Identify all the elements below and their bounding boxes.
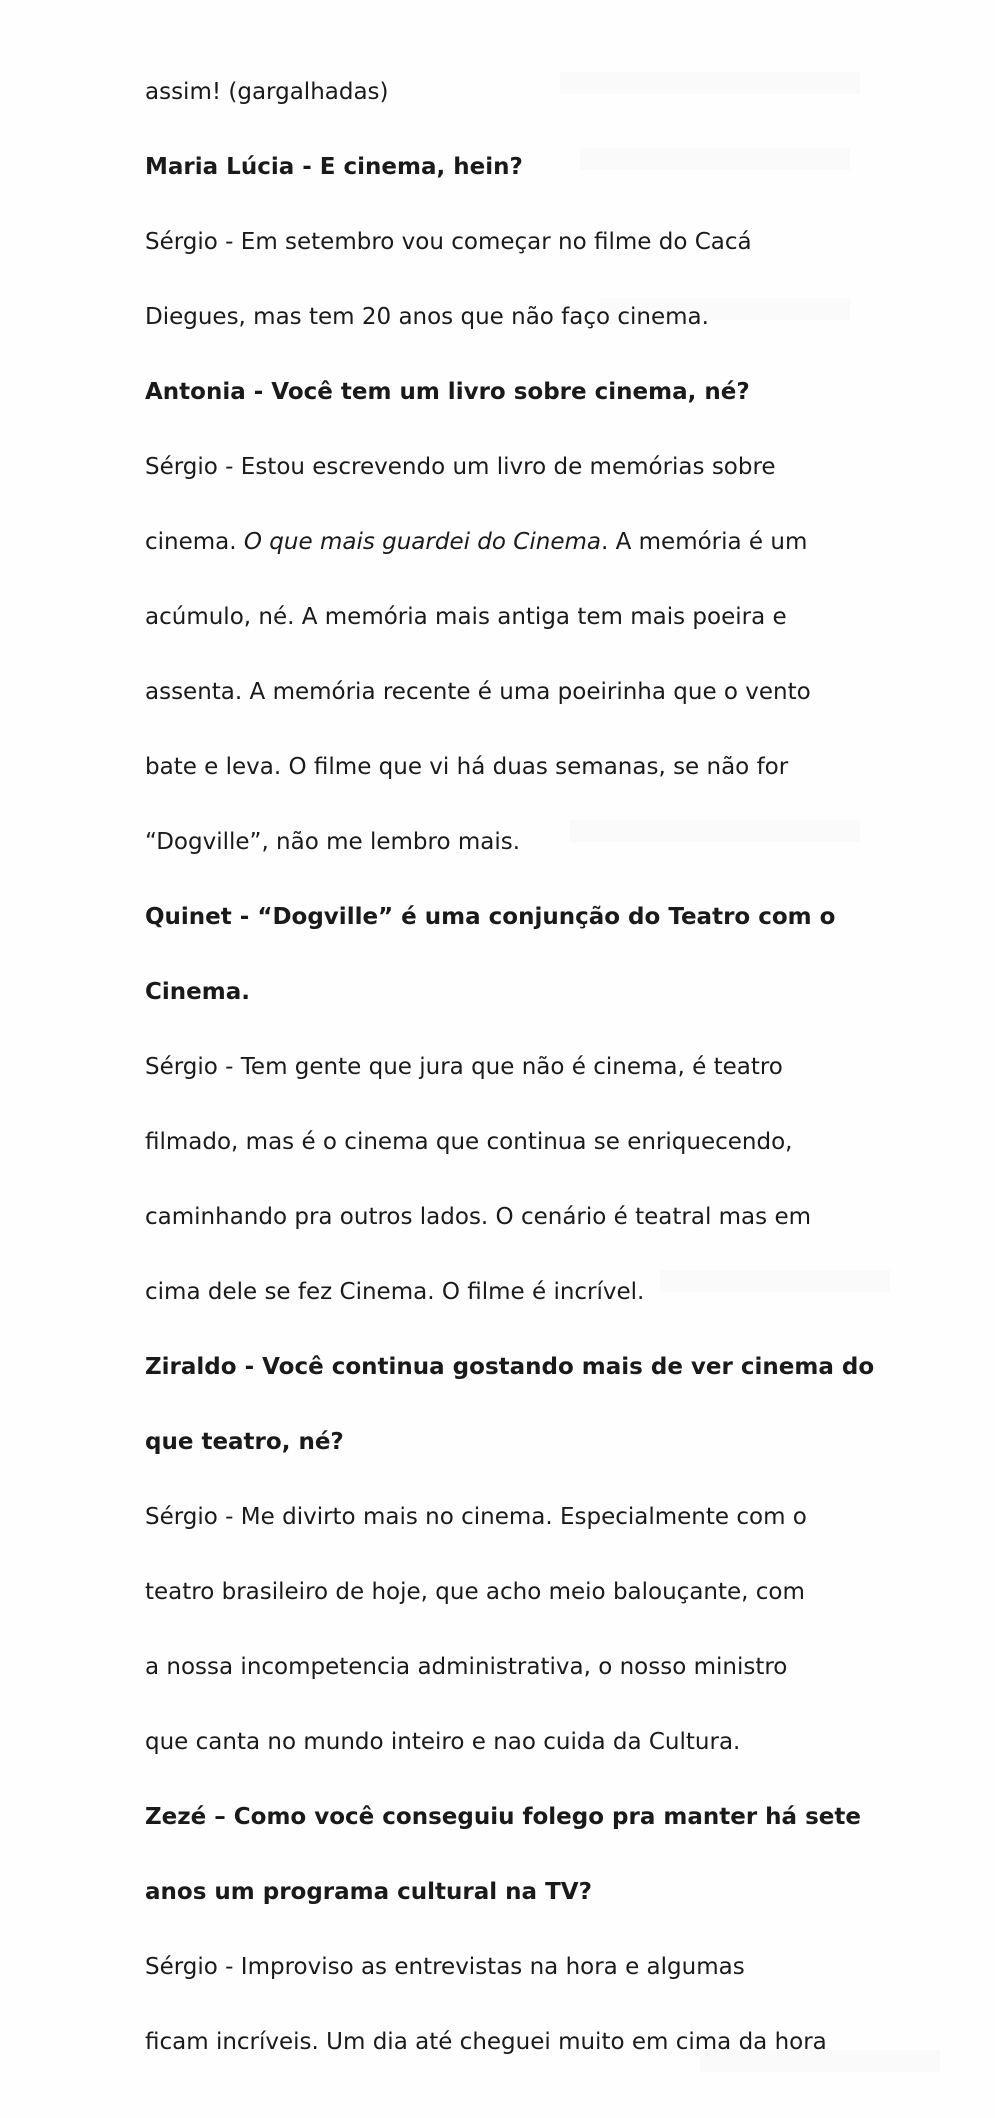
text-segment: Sérgio - Me divirto mais no cinema. Especialmente com o xyxy=(145,1504,807,1530)
text-segment: cima dele se fez Cinema. O filme é incrível. xyxy=(145,1279,645,1305)
text-segment: Ziraldo - Você continua gostando mais de ver cinema do xyxy=(145,1354,875,1380)
text-segment: . A memória é um xyxy=(600,529,808,555)
text-line xyxy=(145,1497,945,1572)
text-segment: Sérgio - Em setembro vou começar no filme do Cacá xyxy=(145,229,752,255)
text-segment: acúmulo, né. A memória mais antiga tem mais poeira e xyxy=(145,604,787,630)
text-line xyxy=(145,597,945,672)
text-segment: caminhando pra outros lados. O cenário é teatral mas em xyxy=(145,1204,812,1230)
question-line xyxy=(145,372,945,447)
text-line xyxy=(145,297,945,372)
text-segment: teatro brasileiro de hoje, que acho meio balouçante, com xyxy=(145,1579,805,1605)
document-body xyxy=(145,72,945,2097)
text-segment: Maria Lúcia - E cinema, hein? xyxy=(145,154,523,180)
text-line xyxy=(145,1947,945,2022)
text-line xyxy=(145,522,945,597)
text-line xyxy=(145,1272,945,1347)
text-line xyxy=(145,2022,945,2097)
text-segment: O que mais guardei do Cinema xyxy=(243,529,601,555)
text-segment: cinema. xyxy=(145,529,244,555)
text-line xyxy=(145,1722,945,1797)
text-segment: Diegues, mas tem 20 anos que não faço cinema. xyxy=(145,304,709,330)
question-line xyxy=(145,897,945,972)
question-line xyxy=(145,1422,945,1497)
text-segment: Antonia - Você tem um livro sobre cinema, né? xyxy=(145,379,750,405)
text-line xyxy=(145,1122,945,1197)
text-line xyxy=(145,447,945,522)
text-segment: Quinet - “Dogville” é uma conjunção do Teatro com o xyxy=(145,904,836,930)
text-segment: Sérgio - Improviso as entrevistas na hora e algumas xyxy=(145,1954,745,1980)
text-line xyxy=(145,1047,945,1122)
text-segment: assenta. A memória recente é uma poeirinha que o vento xyxy=(145,679,811,705)
question-line xyxy=(145,1872,945,1947)
text-segment: a nossa incompetencia administrativa, o nosso ministro xyxy=(145,1654,788,1680)
text-segment: que teatro, né? xyxy=(145,1429,344,1455)
question-line xyxy=(145,972,945,1047)
text-segment: “Dogville”, não me lembro mais. xyxy=(145,829,521,855)
text-segment: Cinema. xyxy=(145,979,250,1005)
text-line xyxy=(145,72,945,147)
text-segment: que canta no mundo inteiro e nao cuida da Cultura. xyxy=(145,1729,741,1755)
text-line xyxy=(145,672,945,747)
question-line xyxy=(145,147,945,222)
text-segment: assim! (gargalhadas) xyxy=(145,79,389,105)
text-line xyxy=(145,747,945,822)
text-segment: Sérgio - Estou escrevendo um livro de memórias sobre xyxy=(145,454,776,480)
text-segment: ficam incríveis. Um dia até cheguei muito em cima da hora xyxy=(145,2029,827,2055)
text-segment: bate e leva. O filme que vi há duas semanas, se não for xyxy=(145,754,789,780)
text-segment: Sérgio - Tem gente que jura que não é cinema, é teatro xyxy=(145,1054,783,1080)
text-line xyxy=(145,1572,945,1647)
text-line xyxy=(145,1647,945,1722)
text-line xyxy=(145,1197,945,1272)
text-segment: Zezé – Como você conseguiu folego pra manter há sete xyxy=(145,1804,861,1830)
text-line xyxy=(145,822,945,897)
text-segment: filmado, mas é o cinema que continua se enriquecendo, xyxy=(145,1129,793,1155)
text-segment: anos um programa cultural na TV? xyxy=(145,1879,592,1905)
question-line xyxy=(145,1347,945,1422)
question-line xyxy=(145,1797,945,1872)
text-line xyxy=(145,222,945,297)
